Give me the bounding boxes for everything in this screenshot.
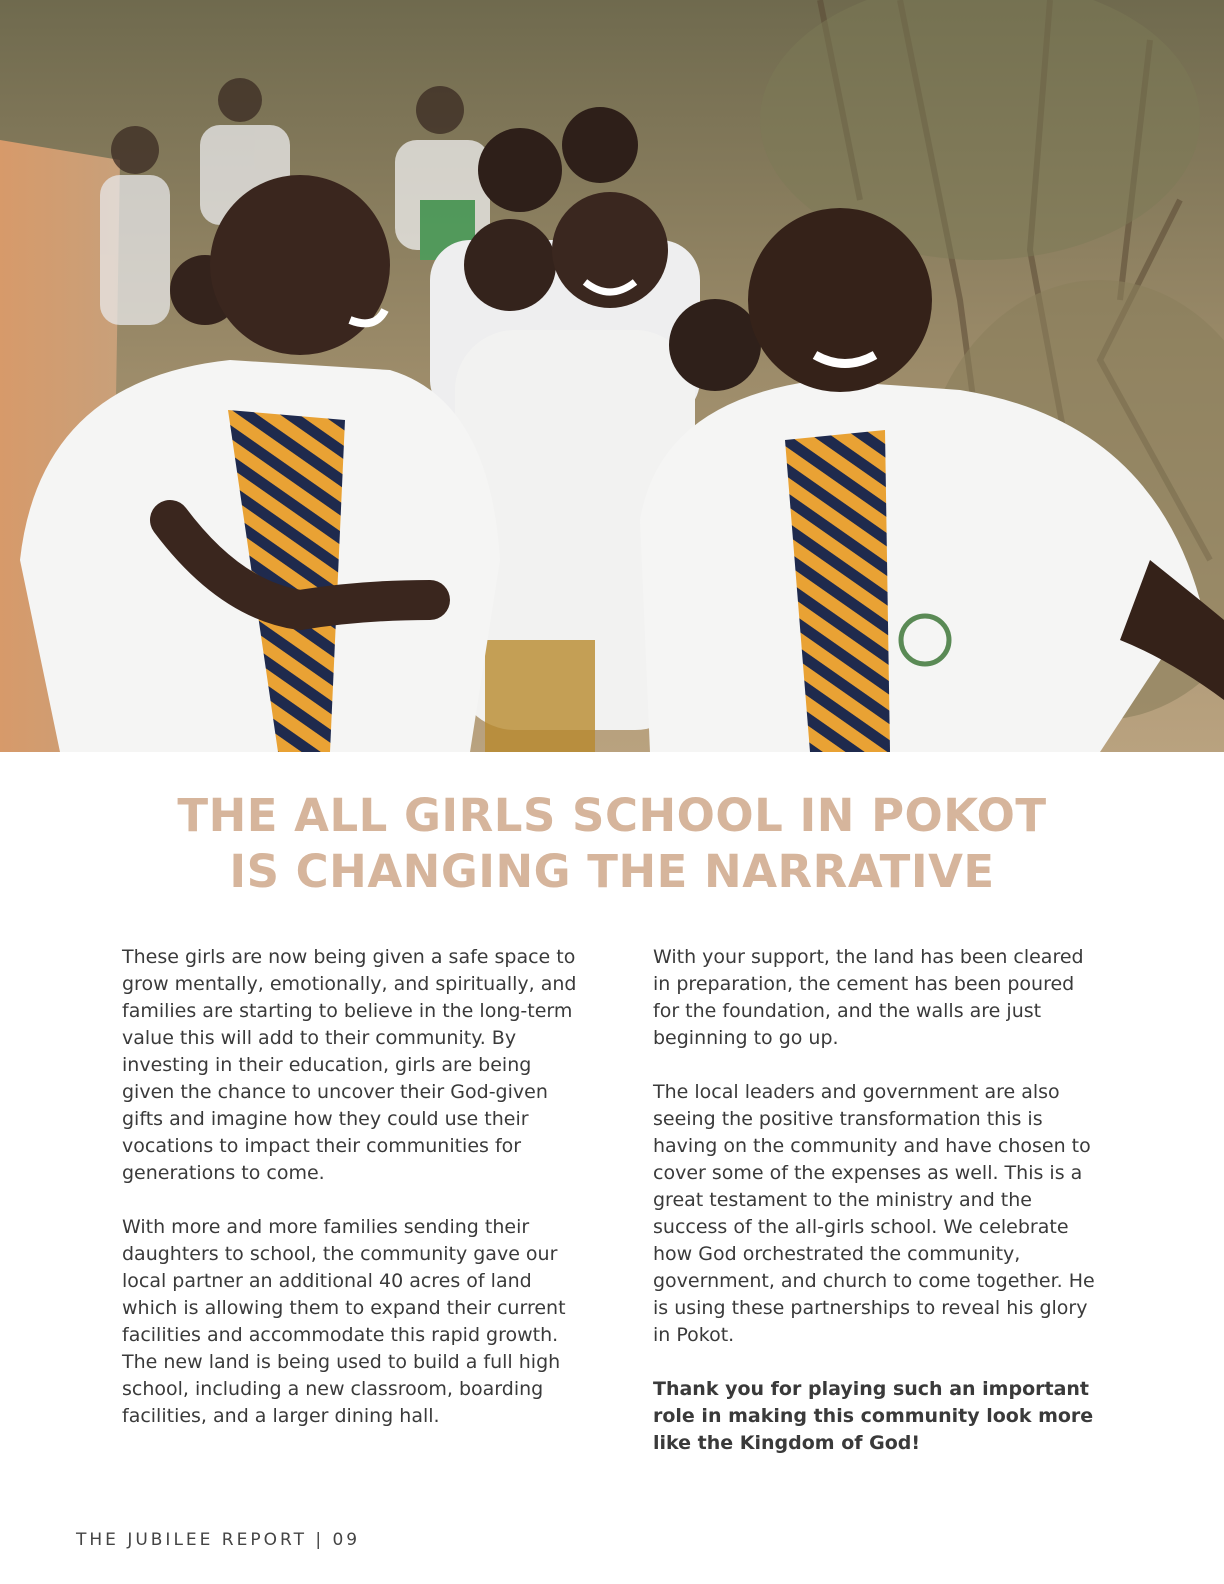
title-line-1: THE ALL GIRLS SCHOOL IN POKOT — [177, 789, 1047, 842]
hero-photo — [0, 0, 1224, 752]
left-paragraph-1: These girls are now being given a safe space to grow mentally, emotionally, and spiritually, and families are starting to believe in the long-term value this will add to their community. By investing in their education, girls are being given the chance to uncover their God-given gifts and imagine how they could use their vocations to impact their communities for generations to come. — [122, 946, 577, 1184]
right-column — [653, 944, 1103, 1484]
left-column — [122, 944, 582, 1457]
right-paragraph-1: With your support, the land has been cleared in preparation, the cement has been poured for the foundation, and the walls are just beginning to go up. — [653, 946, 1084, 1049]
thank-you-paragraph: Thank you for playing such an important role in making this community look more like the Kingdom of God! — [653, 1378, 1094, 1454]
students-photo-illustration — [0, 0, 1224, 752]
left-paragraph-2: With more and more families sending their daughters to school, the community gave our local partner an additional 40 acres of land which is allowing them to expand their current facilities and accommodate this rapid growth. The new land is being used to build a full high school, including a new classroom, boarding facilities, and a larger dining hall. — [122, 1216, 566, 1427]
page-footer: THE JUBILEE REPORT | 09 — [76, 1530, 361, 1550]
title-line-2: IS CHANGING THE NARRATIVE — [229, 845, 995, 898]
right-paragraph-2: The local leaders and government are also seeing the positive transformation this is having on the community and have chosen to cover some of the expenses as well. This is a great testament to the ministry and the success of the all-girls school. We celebrate how God orchestrated the community, government, and church to come together. He is using these partnerships to reveal his glory in Pokot. — [653, 1081, 1095, 1346]
page-title — [0, 788, 1224, 900]
